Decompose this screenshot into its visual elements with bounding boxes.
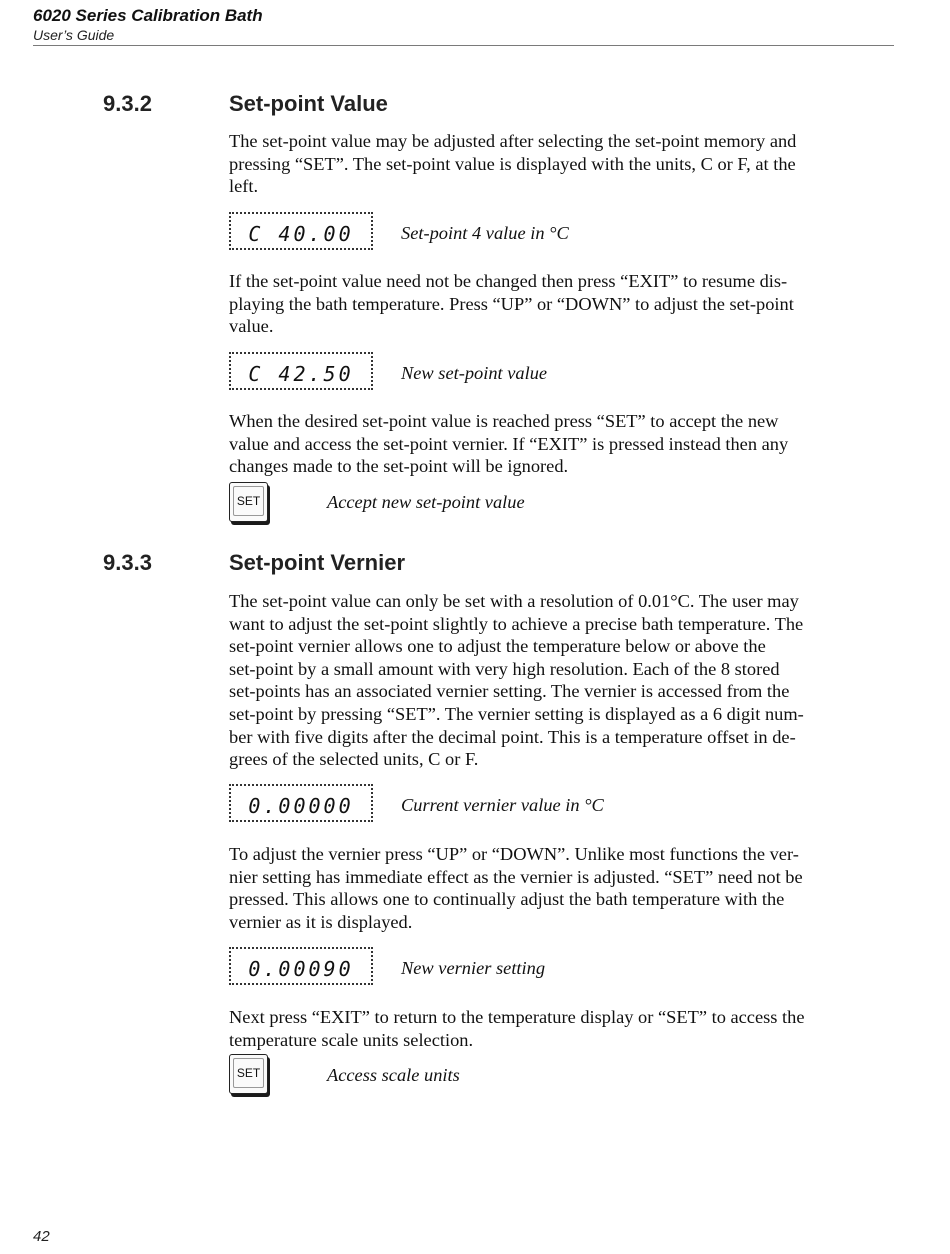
lcd-display: [229, 212, 373, 250]
key-caption: Accept new set-point value: [327, 492, 525, 512]
display-caption: Current vernier value in °C: [401, 795, 604, 815]
paragraph: To adjust the vernier press “UP” or “DOWN”. Unlike most functions the ver- nier setting has immediate effect as the vernier is adjusted. “SET” need not be pressed. This allows one to continually adjust the bath temperature with the vernier as it is displayed.: [229, 844, 803, 932]
paragraph: The set-point value may be adjusted after selecting the set-point memory and pressing “SET”. The set-point value is displayed with the units, C or F, at the left.: [229, 131, 797, 197]
lcd-readout: C 42.50: [248, 362, 354, 386]
section-number: 9.3.2: [103, 91, 152, 116]
paragraph: If the set-point value need not be changed then press “EXIT” to resume dis- playing the bath temperature. Press “UP” or “DOWN” to adjust the set-point value.: [229, 271, 794, 337]
display-caption: Set-point 4 value in °C: [401, 223, 569, 243]
key-caption: Access scale units: [327, 1065, 460, 1085]
lcd-display: [229, 784, 373, 822]
display-caption: New set-point value: [401, 363, 548, 383]
lcd-display: [229, 947, 373, 985]
set-key-icon: [229, 482, 268, 522]
lcd-readout: 0.00090: [248, 957, 354, 981]
set-key-label: SET: [233, 486, 264, 516]
section-title: Set-point Vernier: [229, 550, 406, 575]
lcd-readout: C 40.00: [248, 222, 354, 246]
display-caption: New vernier setting: [401, 958, 546, 978]
section-title: Set-point Value: [229, 91, 388, 116]
page-number: 42: [33, 1228, 50, 1245]
set-key-label: SET: [233, 1058, 264, 1088]
paragraph: When the desired set-point value is reached press “SET” to accept the new value and access the set-point vernier. If “EXIT” is pressed instead then any changes made to the set-point will be ignored.: [229, 411, 789, 477]
lcd-readout: 0.00000: [248, 794, 354, 818]
running-header-title: 6020 Series Calibration Bath: [33, 6, 263, 25]
running-header-subtitle: User’s Guide: [33, 27, 115, 43]
section-number: 9.3.3: [103, 550, 152, 575]
lcd-display: [229, 352, 373, 390]
paragraph: The set-point value can only be set with a resolution of 0.01°C. The user may want to adjust the set-point slightly to achieve a precise bath temperature. The set-point vernier allows one to adjust the temperature below or above the set-point by a small amount with very high resolution. Each of the 8 stored set-points has an associated vernier setting. The vernier is accessed from the set-point by pressing “SET”. The vernier setting is displayed as a 6 digit num- ber with five digits after the decimal point. This is a temperature offset in de- grees of the selected units, C or F.: [229, 591, 804, 770]
paragraph: Next press “EXIT” to return to the temperature display or “SET” to access the temperature scale units selection.: [229, 1007, 805, 1050]
set-key-icon: [229, 1054, 268, 1094]
header-divider: [33, 45, 894, 46]
